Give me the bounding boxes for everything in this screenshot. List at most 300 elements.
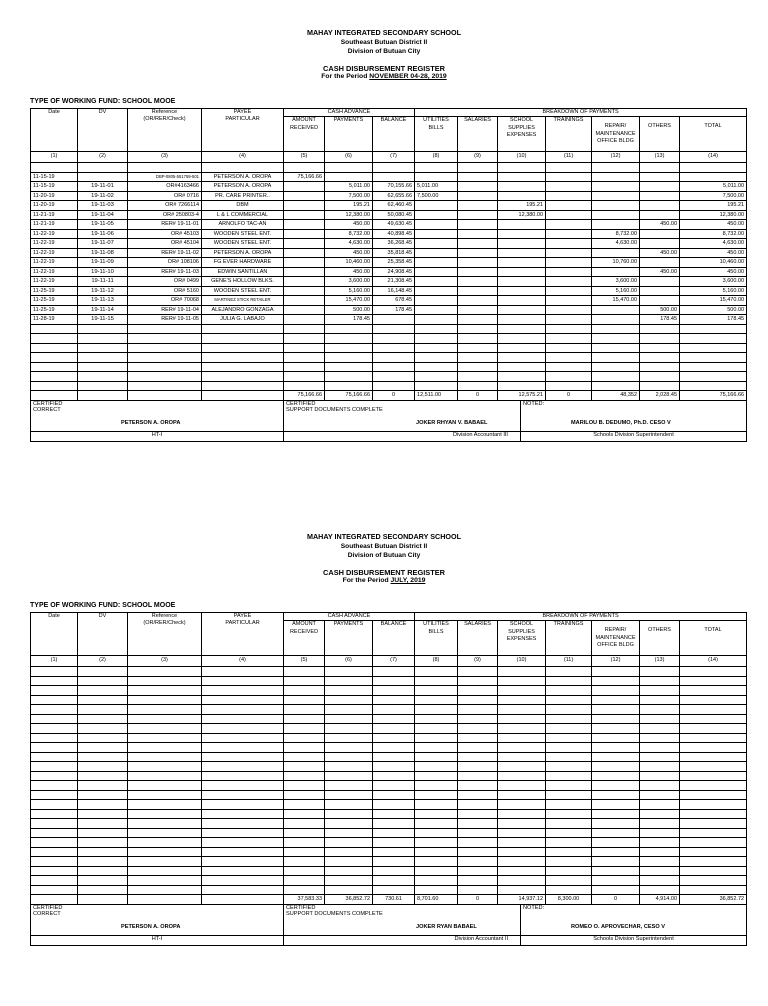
table-cell (373, 847, 415, 857)
table-cell (284, 876, 325, 886)
table-cell: 49,630.45 (373, 220, 415, 230)
table-cell (373, 172, 415, 182)
certified-label: CERTIFIED (286, 401, 316, 407)
table-cell (415, 771, 458, 781)
table-cell (640, 343, 680, 353)
signatory-3-position: Schools Division Superintendent (521, 432, 747, 442)
table-cell: 12,380.00 (325, 210, 373, 220)
table-cell (680, 771, 747, 781)
table-row (31, 201, 747, 211)
certified-label: CERTIFIED (286, 905, 316, 911)
table-cell (325, 676, 373, 686)
table-row (31, 229, 747, 239)
table-cell (498, 781, 546, 791)
total-cell: 0 (458, 895, 498, 905)
report-header (0, 28, 768, 57)
support-docs-label: SUPPORT DOCUMENTS COMPLETE (286, 407, 383, 413)
table-cell (546, 353, 592, 363)
table-cell (546, 372, 592, 382)
table-cell (498, 828, 546, 838)
table-cell: OR# 70068 (128, 296, 202, 306)
table-cell (31, 362, 78, 372)
table-row (31, 286, 747, 296)
table-cell (284, 847, 325, 857)
table-cell (415, 353, 458, 363)
table-cell (640, 847, 680, 857)
table-cell (78, 809, 128, 819)
table-cell (202, 752, 284, 762)
table-cell (202, 372, 284, 382)
table-cell (373, 372, 415, 382)
table-cell (284, 182, 325, 192)
table-cell (202, 686, 284, 696)
table-cell (78, 866, 128, 876)
table-cell (640, 866, 680, 876)
table-cell (202, 391, 284, 401)
table-cell (498, 885, 546, 895)
table-cell (680, 334, 747, 344)
table-cell (546, 305, 592, 315)
table-cell (498, 277, 546, 287)
table-cell (458, 857, 498, 867)
report-title: CASH DISBURSEMENT REGISTER (323, 567, 445, 577)
table-cell (325, 752, 373, 762)
table-cell (284, 885, 325, 895)
table-cell (373, 743, 415, 753)
table-cell (31, 705, 78, 715)
table-cell (202, 334, 284, 344)
table-cell (546, 239, 592, 249)
repair-sublabel: OFFICE BLDG (597, 138, 634, 144)
table-cell: 36,268.45 (373, 239, 415, 249)
table-cell: 3,600.00 (592, 277, 640, 287)
table-cell (128, 695, 202, 705)
table-cell (592, 705, 640, 715)
table-cell (202, 771, 284, 781)
table-cell (78, 847, 128, 857)
column-number-row (31, 152, 747, 163)
table-cell: ARNOLFO TAC-AN (202, 220, 284, 230)
table-cell (373, 362, 415, 372)
table-cell (325, 667, 373, 677)
table-cell: 19-11-09 (78, 258, 128, 268)
table-cell (592, 695, 640, 705)
table-cell (415, 267, 458, 277)
table-cell (415, 781, 458, 791)
table-cell (458, 866, 498, 876)
cash-advance-header: CASH ADVANCE (284, 109, 415, 117)
table-cell (546, 220, 592, 230)
table-cell: RER# 19-11-01 (128, 220, 202, 230)
table-cell (78, 895, 128, 905)
table-cell: MARTINEZ STICK RETAILER (202, 296, 284, 306)
table-cell: FG EVER HARDWARE (202, 258, 284, 268)
table-cell (31, 771, 78, 781)
table-cell (680, 733, 747, 743)
table-cell (284, 762, 325, 772)
table-cell (458, 838, 498, 848)
table-cell (592, 676, 640, 686)
table-cell (284, 362, 325, 372)
table-cell (592, 781, 640, 791)
table-cell (78, 362, 128, 372)
table-cell: 450.00 (325, 267, 373, 277)
school-label: SCHOOL (509, 117, 534, 123)
table-cell (640, 353, 680, 363)
table-row (31, 210, 747, 220)
table-cell (415, 714, 458, 724)
table-cell (592, 372, 640, 382)
header-row (31, 613, 747, 621)
table-cell: 450.00 (640, 220, 680, 230)
table-cell (373, 838, 415, 848)
table-cell (415, 334, 458, 344)
table-cell (415, 277, 458, 287)
table-row (31, 277, 747, 287)
table-cell: 7,500.00 (325, 191, 373, 201)
table-cell (31, 733, 78, 743)
table-cell (78, 686, 128, 696)
table-cell (498, 296, 546, 306)
col-utilities-header (415, 621, 458, 656)
table-cell (31, 876, 78, 886)
school-sublabel: EXPENSES (506, 132, 537, 138)
table-cell (325, 705, 373, 715)
table-cell (498, 876, 546, 886)
table-cell (640, 724, 680, 734)
table-cell (680, 381, 747, 391)
col-others-header: OTHERS (640, 621, 680, 656)
table-cell (415, 315, 458, 325)
table-cell (202, 343, 284, 353)
table-row (31, 819, 747, 829)
table-cell (128, 819, 202, 829)
total-cell: 75,166.66 (284, 391, 325, 401)
table-cell (284, 809, 325, 819)
table-cell (458, 267, 498, 277)
table-cell (458, 362, 498, 372)
table-cell (640, 201, 680, 211)
table-cell (78, 353, 128, 363)
signatory-2-position: Division Accountant III (284, 432, 521, 442)
table-cell: DBP-0805-551759-501 (128, 172, 202, 182)
fund-type: TYPE OF WORKING FUND: SCHOOL MOOE (30, 602, 176, 609)
table-row (31, 838, 747, 848)
table-cell (415, 248, 458, 258)
table-cell (325, 324, 373, 334)
table-cell (640, 163, 680, 173)
table-cell (415, 296, 458, 306)
position-row (31, 432, 747, 442)
table-cell (546, 695, 592, 705)
table-cell (128, 714, 202, 724)
division-name: Division of Butuan City (347, 48, 421, 55)
table-cell (680, 857, 747, 867)
signatory-3-name: MARILOU B. DEDUMO, Ph.D. CESO V (571, 420, 671, 426)
table-cell (415, 667, 458, 677)
col-utilities-header (415, 117, 458, 152)
column-number: (9) (458, 656, 498, 667)
repair-sublabel: MAINTENANCE (595, 634, 636, 641)
table-cell (498, 714, 546, 724)
table-cell (78, 172, 128, 182)
table-cell (592, 362, 640, 372)
table-cell (415, 324, 458, 334)
table-row (31, 334, 747, 344)
table-cell (325, 828, 373, 838)
table-cell: 10,460.00 (325, 258, 373, 268)
table-cell (546, 790, 592, 800)
table-row (31, 686, 747, 696)
table-cell (546, 743, 592, 753)
table-cell (592, 182, 640, 192)
table-cell (592, 800, 640, 810)
table-cell: 678.45 (373, 296, 415, 306)
table-cell (415, 372, 458, 382)
table-cell (78, 800, 128, 810)
table-cell (202, 781, 284, 791)
table-cell: 62,655.66 (373, 191, 415, 201)
table-cell (458, 182, 498, 192)
table-cell (640, 705, 680, 715)
table-cell (128, 324, 202, 334)
table-cell (458, 372, 498, 382)
table-cell (458, 724, 498, 734)
table-cell (128, 809, 202, 819)
col-payee-header (202, 109, 284, 152)
table-cell (498, 771, 546, 781)
column-number: (4) (202, 152, 284, 163)
table-cell: 195.21 (498, 201, 546, 211)
table-cell (284, 163, 325, 173)
table-cell (373, 714, 415, 724)
table-cell (415, 705, 458, 715)
table-cell: 450.00 (680, 267, 747, 277)
table-cell (592, 828, 640, 838)
table-cell: OR# 7266114 (128, 201, 202, 211)
table-cell (128, 676, 202, 686)
table-cell (284, 705, 325, 715)
table-row (31, 676, 747, 686)
table-cell (415, 733, 458, 743)
table-cell: 25,358.45 (373, 258, 415, 268)
table-cell (325, 819, 373, 829)
table-cell: 4,630.00 (325, 239, 373, 249)
cash-advance-header: CASH ADVANCE (284, 613, 415, 621)
table-cell: 8,732.00 (325, 229, 373, 239)
table-cell: 8,732.00 (680, 229, 747, 239)
district-name: Southeast Butuan District II (340, 38, 428, 46)
table-cell: 11-21-19 (31, 220, 78, 230)
table-cell (640, 695, 680, 705)
table-cell (640, 334, 680, 344)
repair-label: REPAIR/ (604, 627, 627, 633)
table-cell: 3,600.00 (680, 277, 747, 287)
table-cell (78, 781, 128, 791)
table-cell: 11-25-19 (31, 286, 78, 296)
noted-label: NOTED: (523, 401, 545, 407)
table-cell: 11-22-19 (31, 267, 78, 277)
table-cell: PR. CARE PRINTER.. (202, 191, 284, 201)
table-cell: 19-11-13 (78, 296, 128, 306)
table-row (31, 172, 747, 182)
payee-label: PAYEE (233, 613, 252, 619)
table-cell (284, 866, 325, 876)
table-cell (458, 809, 498, 819)
table-cell (284, 305, 325, 315)
table-cell (498, 752, 546, 762)
table-cell (458, 686, 498, 696)
repair-label: REPAIR/ (604, 123, 627, 129)
table-cell (546, 324, 592, 334)
column-number: (7) (373, 152, 415, 163)
table-cell: 19-11-11 (78, 277, 128, 287)
table-cell (31, 857, 78, 867)
table-cell: 7,500.00 (415, 191, 458, 201)
table-cell: 450.00 (640, 248, 680, 258)
register-table (30, 612, 747, 905)
column-number: (6) (325, 656, 373, 667)
table-row (31, 790, 747, 800)
certified-label: CERTIFIED (33, 401, 63, 407)
payee-label: PAYEE (233, 109, 252, 115)
table-cell (640, 790, 680, 800)
table-cell: 450.00 (680, 220, 747, 230)
table-cell (640, 372, 680, 382)
table-cell (373, 819, 415, 829)
table-cell (640, 286, 680, 296)
table-cell: 4,630.00 (592, 239, 640, 249)
table-cell (202, 895, 284, 905)
table-cell: 450.00 (680, 248, 747, 258)
table-cell (373, 733, 415, 743)
table-cell (284, 771, 325, 781)
fund-type: TYPE OF WORKING FUND: SCHOOL MOOE (30, 98, 176, 105)
table-cell: 11-20-19 (31, 191, 78, 201)
table-cell (680, 847, 747, 857)
table-cell (498, 372, 546, 382)
table-cell (31, 667, 78, 677)
table-cell (680, 705, 747, 715)
table-cell: 19-11-08 (78, 248, 128, 258)
table-cell (78, 762, 128, 772)
table-cell (415, 809, 458, 819)
table-cell (128, 866, 202, 876)
table-cell (373, 800, 415, 810)
table-cell: 15,470.00 (592, 296, 640, 306)
table-cell (680, 372, 747, 382)
table-cell (592, 163, 640, 173)
table-cell: 7,500.00 (680, 191, 747, 201)
table-cell: 19-11-14 (78, 305, 128, 315)
table-cell (202, 762, 284, 772)
table-cell (640, 762, 680, 772)
table-cell (78, 343, 128, 353)
table-cell (592, 771, 640, 781)
table-cell (592, 752, 640, 762)
table-cell (592, 210, 640, 220)
table-cell (458, 676, 498, 686)
table-cell (680, 353, 747, 363)
report-period (0, 577, 768, 585)
table-cell (498, 353, 546, 363)
table-cell (640, 239, 680, 249)
table-cell (415, 762, 458, 772)
table-cell (415, 172, 458, 182)
reference-sublabel: (OR/RER/Check) (143, 620, 186, 626)
table-cell (592, 324, 640, 334)
table-cell (128, 362, 202, 372)
table-cell (325, 172, 373, 182)
table-cell (458, 296, 498, 306)
col-payee-header (202, 613, 284, 656)
table-cell: OR# 108106 (128, 258, 202, 268)
table-cell (458, 353, 498, 363)
table-cell: 19-11-01 (78, 182, 128, 192)
table-cell (415, 857, 458, 867)
table-cell (31, 819, 78, 829)
table-cell (546, 724, 592, 734)
signatory-1-position: HT-I (31, 432, 284, 442)
table-cell (680, 752, 747, 762)
table-cell: 12,380.00 (680, 210, 747, 220)
table-cell (498, 229, 546, 239)
table-cell (128, 885, 202, 895)
table-cell (640, 210, 680, 220)
column-number: (9) (458, 152, 498, 163)
table-cell (373, 695, 415, 705)
table-cell (325, 695, 373, 705)
table-cell (284, 248, 325, 258)
table-cell (458, 220, 498, 230)
table-cell (546, 847, 592, 857)
table-cell (498, 695, 546, 705)
table-cell (284, 686, 325, 696)
noted-label: NOTED: (523, 905, 545, 911)
table-cell (202, 809, 284, 819)
table-row (31, 343, 747, 353)
table-cell: 5,011.00 (680, 182, 747, 192)
table-row (31, 885, 747, 895)
table-cell (31, 372, 78, 382)
table-cell (592, 267, 640, 277)
table-cell (458, 819, 498, 829)
table-cell (373, 315, 415, 325)
table-cell (640, 277, 680, 287)
utilities-label: UTILITIES (423, 621, 449, 627)
table-cell (546, 296, 592, 306)
position-row (31, 936, 747, 946)
period-label: For the Period (342, 577, 389, 584)
division-name: Division of Butuan City (347, 552, 421, 559)
table-cell (78, 743, 128, 753)
table-row (31, 305, 747, 315)
table-cell (498, 800, 546, 810)
table-cell (592, 201, 640, 211)
total-cell: 8,300.00 (546, 895, 592, 905)
table-cell (546, 781, 592, 791)
table-cell (680, 876, 747, 886)
table-cell: 5,160.00 (592, 286, 640, 296)
table-row (31, 695, 747, 705)
table-cell (325, 857, 373, 867)
table-cell (128, 163, 202, 173)
table-cell: 19-11-07 (78, 239, 128, 249)
table-cell (202, 847, 284, 857)
table-cell (415, 286, 458, 296)
table-cell (415, 885, 458, 895)
table-cell (498, 286, 546, 296)
